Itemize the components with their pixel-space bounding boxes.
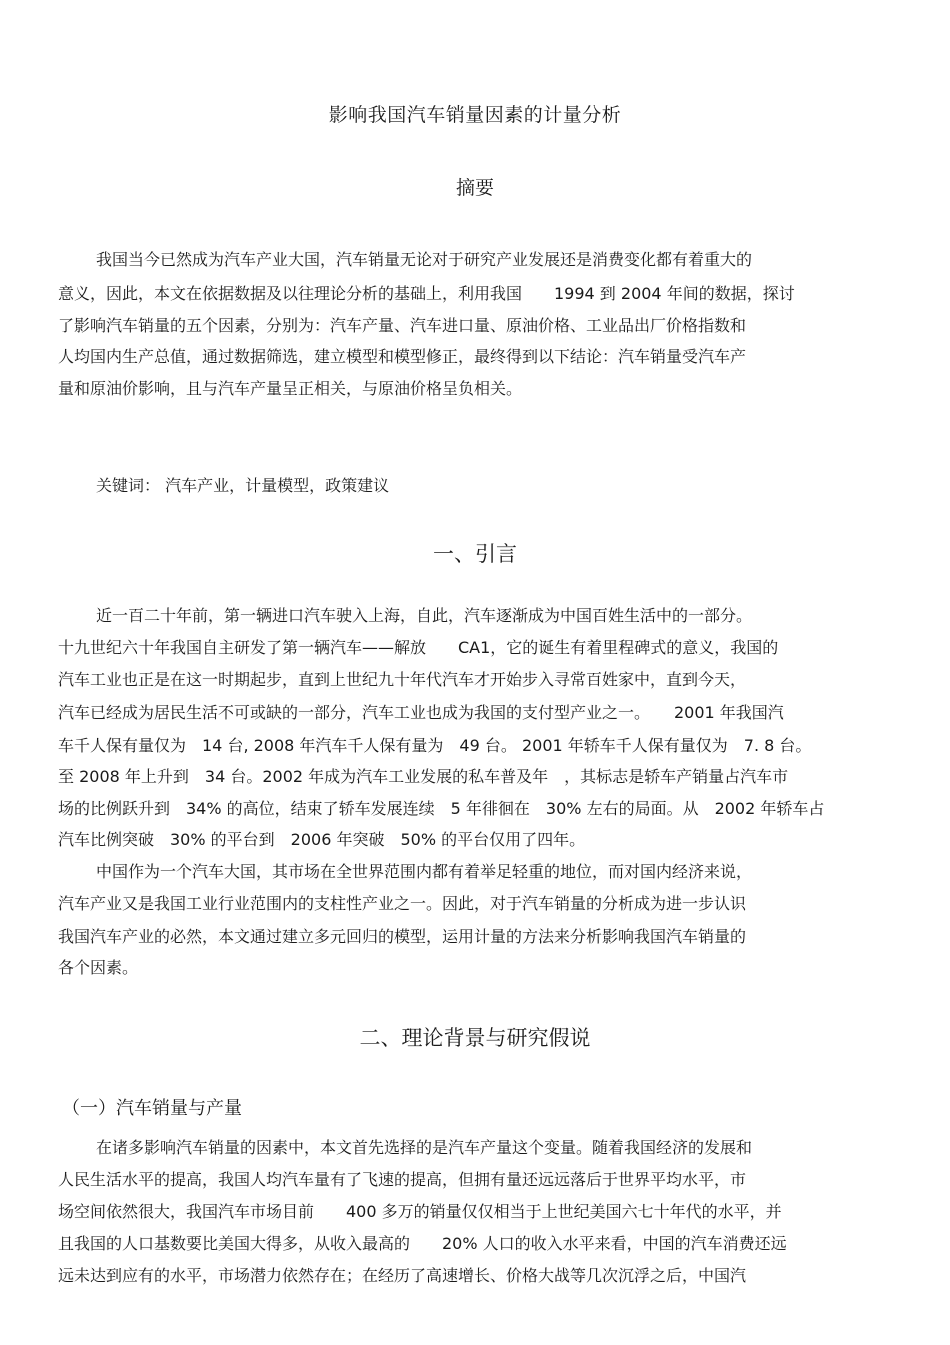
theory-line: 场空间依然很大，我国汽车市场目前 400 多万的销量仅仅相当于上世纪美国六七十年代的水平，并	[58, 1202, 782, 1221]
keywords-line: 关键词： 汽车产业，计量模型，政策建议	[96, 476, 390, 495]
section-heading-introduction: 一、引言	[433, 542, 517, 566]
abstract-line: 量和原油价影响，且与汽车产量呈正相关，与原油价格呈负相关。	[58, 379, 523, 398]
intro-line: 十九世纪六十年我国自主研发了第一辆汽车——解放 CA1，它的诞生有着里程碑式的意义，我国的	[58, 638, 779, 657]
abstract-heading: 摘要	[455, 177, 494, 199]
intro-line: 各个因素。	[58, 958, 139, 977]
intro-line: 我国汽车产业的必然，本文通过建立多元回归的模型，运用计量的方法来分析影响我国汽车销量的	[58, 927, 747, 946]
abstract-line: 意义，因此，本文在依据数据及以往理论分析的基础上，利用我国 1994 到 2004 年间的数据，探讨	[58, 284, 795, 303]
theory-line: 且我国的人口基数要比美国大得多，从收入最高的 20% 人口的收入水平来看，中国的汽车消费还远	[58, 1234, 787, 1253]
intro-line: 至 2008 年上升到 34 台。2002 年成为汽车工业发展的私车普及年 ，其标志是轿车产销量占汽车市	[58, 767, 789, 786]
intro-line: 汽车已经成为居民生活不可或缺的一部分，汽车工业也成为我国的支付型产业之一。 2001 年我国汽	[58, 703, 784, 722]
theory-line: 远未达到应有的水平，市场潜力依然存在；在经历了高速增长、价格大战等几次沉浮之后，中国汽	[58, 1266, 747, 1285]
intro-line: 汽车产业又是我国工业行业范围内的支柱性产业之一。因此，对于汽车销量的分析成为进一步认识	[58, 894, 747, 913]
intro-line: 车千人保有量仅为 14 台, 2008 年汽车千人保有量为 49 台。 2001 年轿车千人保有量仅为 7. 8 台。	[58, 736, 812, 755]
intro-line: 近一百二十年前，第一辆进口汽车驶入上海，自此，汽车逐渐成为中国百姓生活中的一部分。	[96, 606, 753, 625]
intro-line: 汽车比例突破 30% 的平台到 2006 年突破 50% 的平台仅用了四年。	[58, 830, 586, 849]
abstract-line: 我国当今已然成为汽车产业大国，汽车销量无论对于研究产业发展还是消费变化都有着重大的	[96, 250, 753, 269]
intro-line: 中国作为一个汽车大国，其市场在全世界范围内都有着举足轻重的地位，而对国内经济来说，	[96, 862, 753, 881]
abstract-line: 人均国内生产总值，通过数据筛选，建立模型和模型修正，最终得到以下结论：汽车销量受汽车产	[58, 347, 747, 366]
subsection-heading: （一）汽车销量与产量	[62, 1098, 242, 1119]
theory-line: 人民生活水平的提高，我国人均汽车量有了飞速的提高，但拥有量还远远落后于世界平均水平，市	[58, 1170, 747, 1189]
abstract-line: 了影响汽车销量的五个因素，分别为：汽车产量、汽车进口量、原油价格、工业品出厂价格指数和	[58, 316, 747, 335]
theory-line: 在诸多影响汽车销量的因素中，本文首先选择的是汽车产量这个变量。随着我国经济的发展和	[96, 1138, 753, 1157]
section-heading-theory: 二、理论背景与研究假说	[359, 1026, 591, 1050]
intro-line: 汽车工业也正是在这一时期起步，直到上世纪九十年代汽车才开始步入寻常百姓家中，直到今天，	[58, 670, 747, 689]
intro-line: 场的比例跃升到 34% 的高位，结束了轿车发展连续 5 年徘徊在 30% 左右的局面。从 2002 年轿车占	[58, 799, 825, 818]
document-title: 影响我国汽车销量因素的计量分析	[328, 104, 622, 126]
